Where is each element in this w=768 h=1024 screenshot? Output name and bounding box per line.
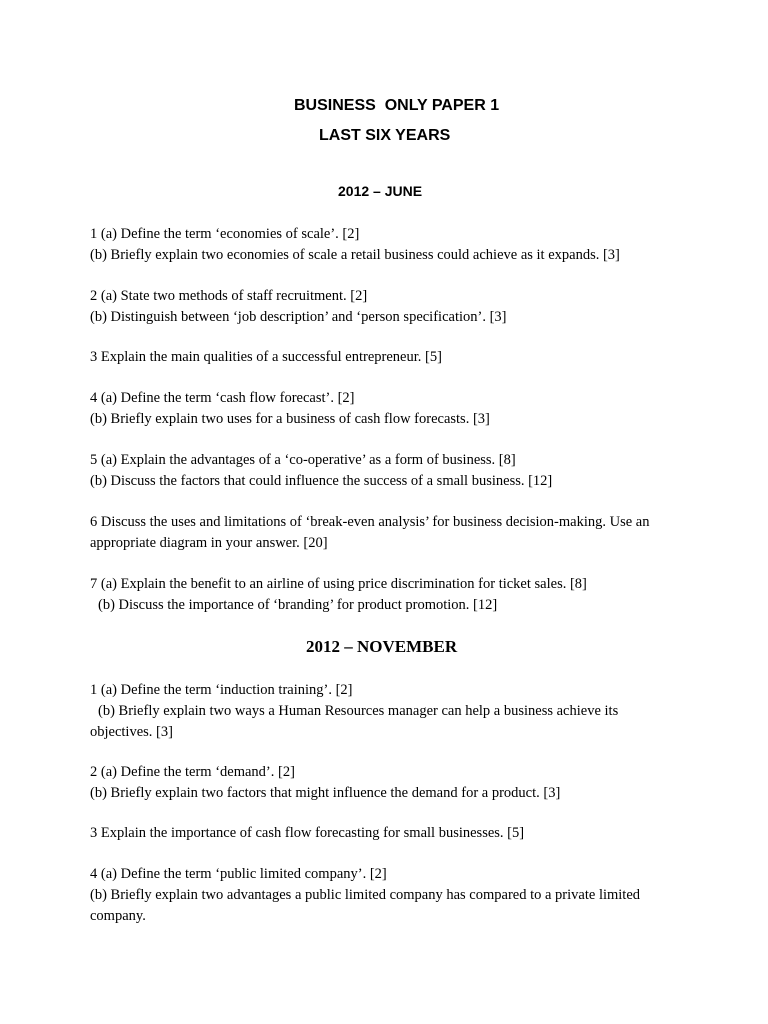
question-june-2 [90,286,690,328]
question-june-4 [90,388,690,430]
question-june-7 [90,574,690,616]
question-june-5 [90,450,690,492]
document-subtitle: LAST SIX YEARS [319,127,451,144]
question-november-2 [90,762,690,804]
question-part-a: 2 (a) Define the term ‘demand’. [2] [90,764,295,780]
question-june-1 [90,224,690,266]
question-part-b: (b) Discuss the importance of ‘branding’ for product promotion. [12] [98,597,498,613]
question-november-1 [90,680,690,743]
question-part-b: (b) Briefly explain two economies of scale a retail business could achieve as it expands. [3] [90,247,620,263]
question-june-3 [90,347,690,368]
question-part-a: 7 (a) Explain the benefit to an airline of using price discrimination for ticket sales. [8] [90,576,587,592]
question-text: 3 Explain the importance of cash flow forecasting for small businesses. [5] [90,825,525,841]
question-text: 3 Explain the main qualities of a successful entrepreneur. [5] [90,349,442,365]
section-heading-november: 2012 – NOVEMBER [306,637,458,656]
question-part-b-line-2: company. [90,908,146,924]
question-part-a: 2 (a) State two methods of staff recruitment. [2] [90,288,368,304]
question-part-b: (b) Discuss the factors that could influence the success of a small business. [12] [90,473,553,489]
question-part-b: (b) Briefly explain two uses for a business of cash flow forecasts. [3] [90,411,490,427]
question-november-4 [90,864,690,927]
question-part-a: 4 (a) Define the term ‘cash flow forecast’. [2] [90,390,355,406]
document-title: BUSINESS ONLY PAPER 1 [294,97,500,114]
question-part-b-line-1: (b) Briefly explain two ways a Human Resources manager can help a business achieve its [98,703,619,719]
question-part-a: 4 (a) Define the term ‘public limited company’. [2] [90,866,387,882]
question-november-3 [90,823,690,844]
question-part-a: 5 (a) Explain the advantages of a ‘co-operative’ as a form of business. [8] [90,452,516,468]
section-heading-june: 2012 – JUNE [338,183,423,199]
question-line-1: 6 Discuss the uses and limitations of ‘break-even analysis’ for business decision-making. Use an [90,514,650,530]
question-part-a: 1 (a) Define the term ‘induction training’. [2] [90,682,353,698]
question-part-b: (b) Briefly explain two factors that might influence the demand for a product. [3] [90,785,561,801]
question-part-b-line-2: objectives. [3] [90,724,173,740]
question-part-a: 1 (a) Define the term ‘economies of scale’. [2] [90,226,360,242]
question-part-b-line-1: (b) Briefly explain two advantages a public limited company has compared to a private limited [90,887,641,903]
question-june-6 [90,512,690,554]
question-part-b: (b) Distinguish between ‘job description’ and ‘person specification’. [3] [90,309,507,325]
question-line-2: appropriate diagram in your answer. [20] [90,535,328,551]
